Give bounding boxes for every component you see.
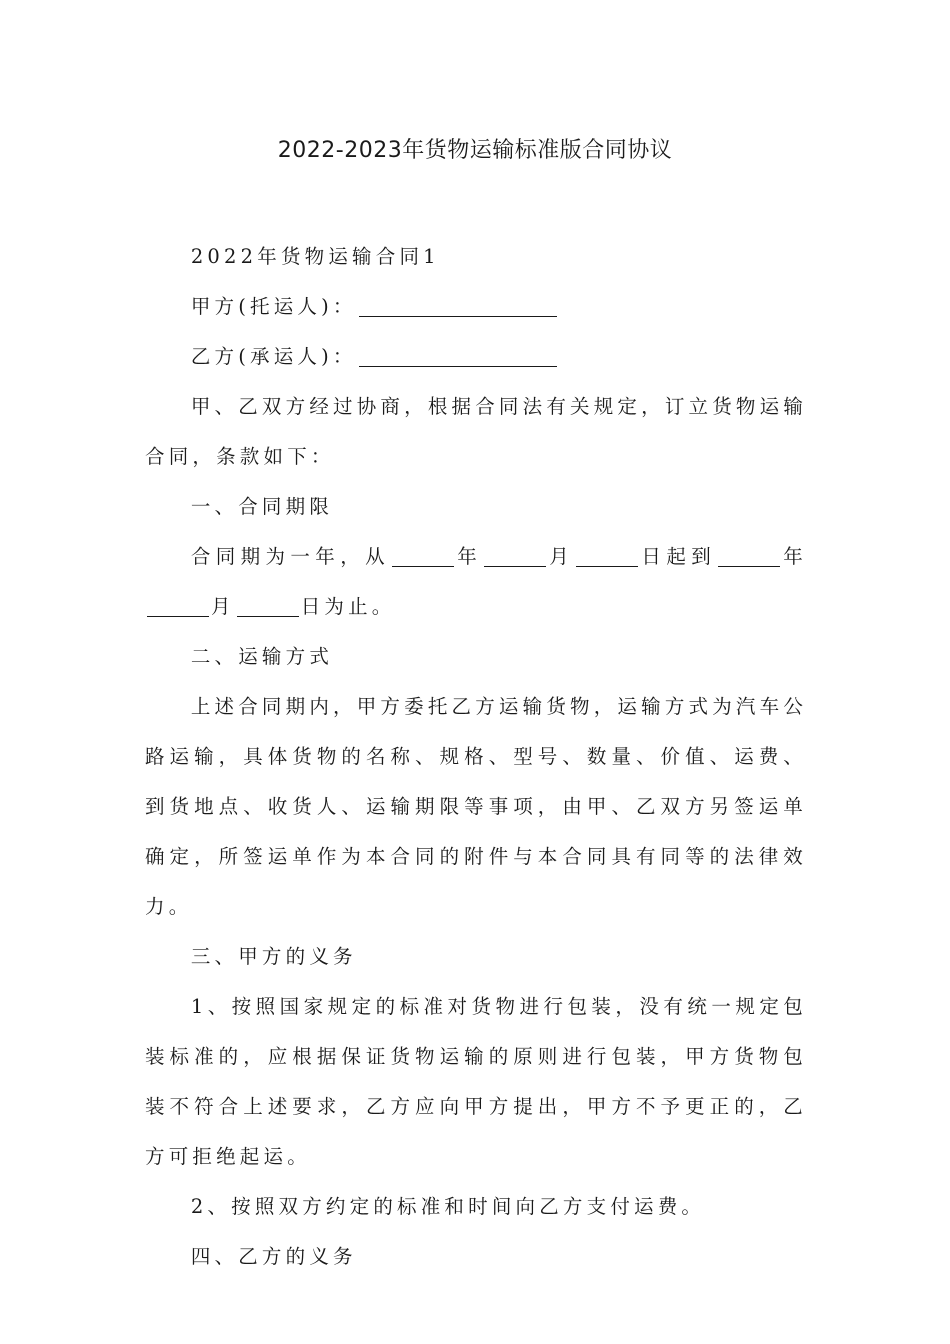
start-day-blank (576, 546, 638, 567)
end-month-blank (147, 596, 209, 617)
section-1-heading: 一、合同期限 (190, 495, 334, 518)
party-b-line (145, 332, 807, 382)
section-4-heading: 四、乙方的义务 (190, 1245, 357, 1268)
term-text-3: 月 (548, 545, 575, 568)
term-text-7: 日为止。 (300, 595, 396, 618)
term-text-6: 月 (211, 595, 235, 618)
section-2-heading: 二、运输方式 (190, 645, 334, 668)
section-3-heading: 三、甲方的义务 (190, 945, 357, 968)
intro-paragraph: 甲、乙双方经过协商，根据合同法有关规定，订立货物运输合同，条款如下： (145, 395, 808, 468)
term-text-5: 年 (782, 545, 808, 568)
end-day-blank (237, 596, 299, 617)
contract-subtitle: 2022年货物运输合同1 (190, 245, 440, 268)
section-3-item-2: 2、按照双方约定的标准和时间向乙方支付运费。 (190, 1195, 706, 1218)
party-a-blank (359, 296, 557, 317)
party-b-blank (359, 346, 557, 367)
party-a-line (145, 282, 807, 332)
party-a-label: 甲方(托运人)： (190, 295, 357, 318)
document-title: 2022-2023年货物运输标准版合同协议 (277, 138, 673, 163)
start-month-blank (484, 546, 546, 567)
term-text-2: 年 (456, 545, 483, 568)
section-3-item-1: 1、按照国家规定的标准对货物进行包装，没有统一规定包装标准的，应根据保证货物运输的原则进行包装，甲方货物包装不符合上述要求，乙方应向甲方提出，甲方不予更正的，乙方可拒绝起运。 (145, 995, 807, 1168)
start-year-blank (392, 546, 454, 567)
end-year-blank (718, 546, 780, 567)
document-body (145, 232, 807, 1282)
party-b-label: 乙方(承运人)： (190, 345, 357, 368)
term-paragraph (145, 532, 807, 632)
term-text-4: 日起到 (640, 545, 717, 568)
section-2-body: 上述合同期内，甲方委托乙方运输货物，运输方式为汽车公路运输，具体货物的名称、规格、型号、数量、价值、运费、到货地点、收货人、运输期限等事项，由甲、乙双方另签运单确定，所签运单作为本合同的附件与本合同具有同等的法律效力。 (145, 695, 808, 918)
term-text-1: 合同期为一年，从 (190, 545, 390, 568)
